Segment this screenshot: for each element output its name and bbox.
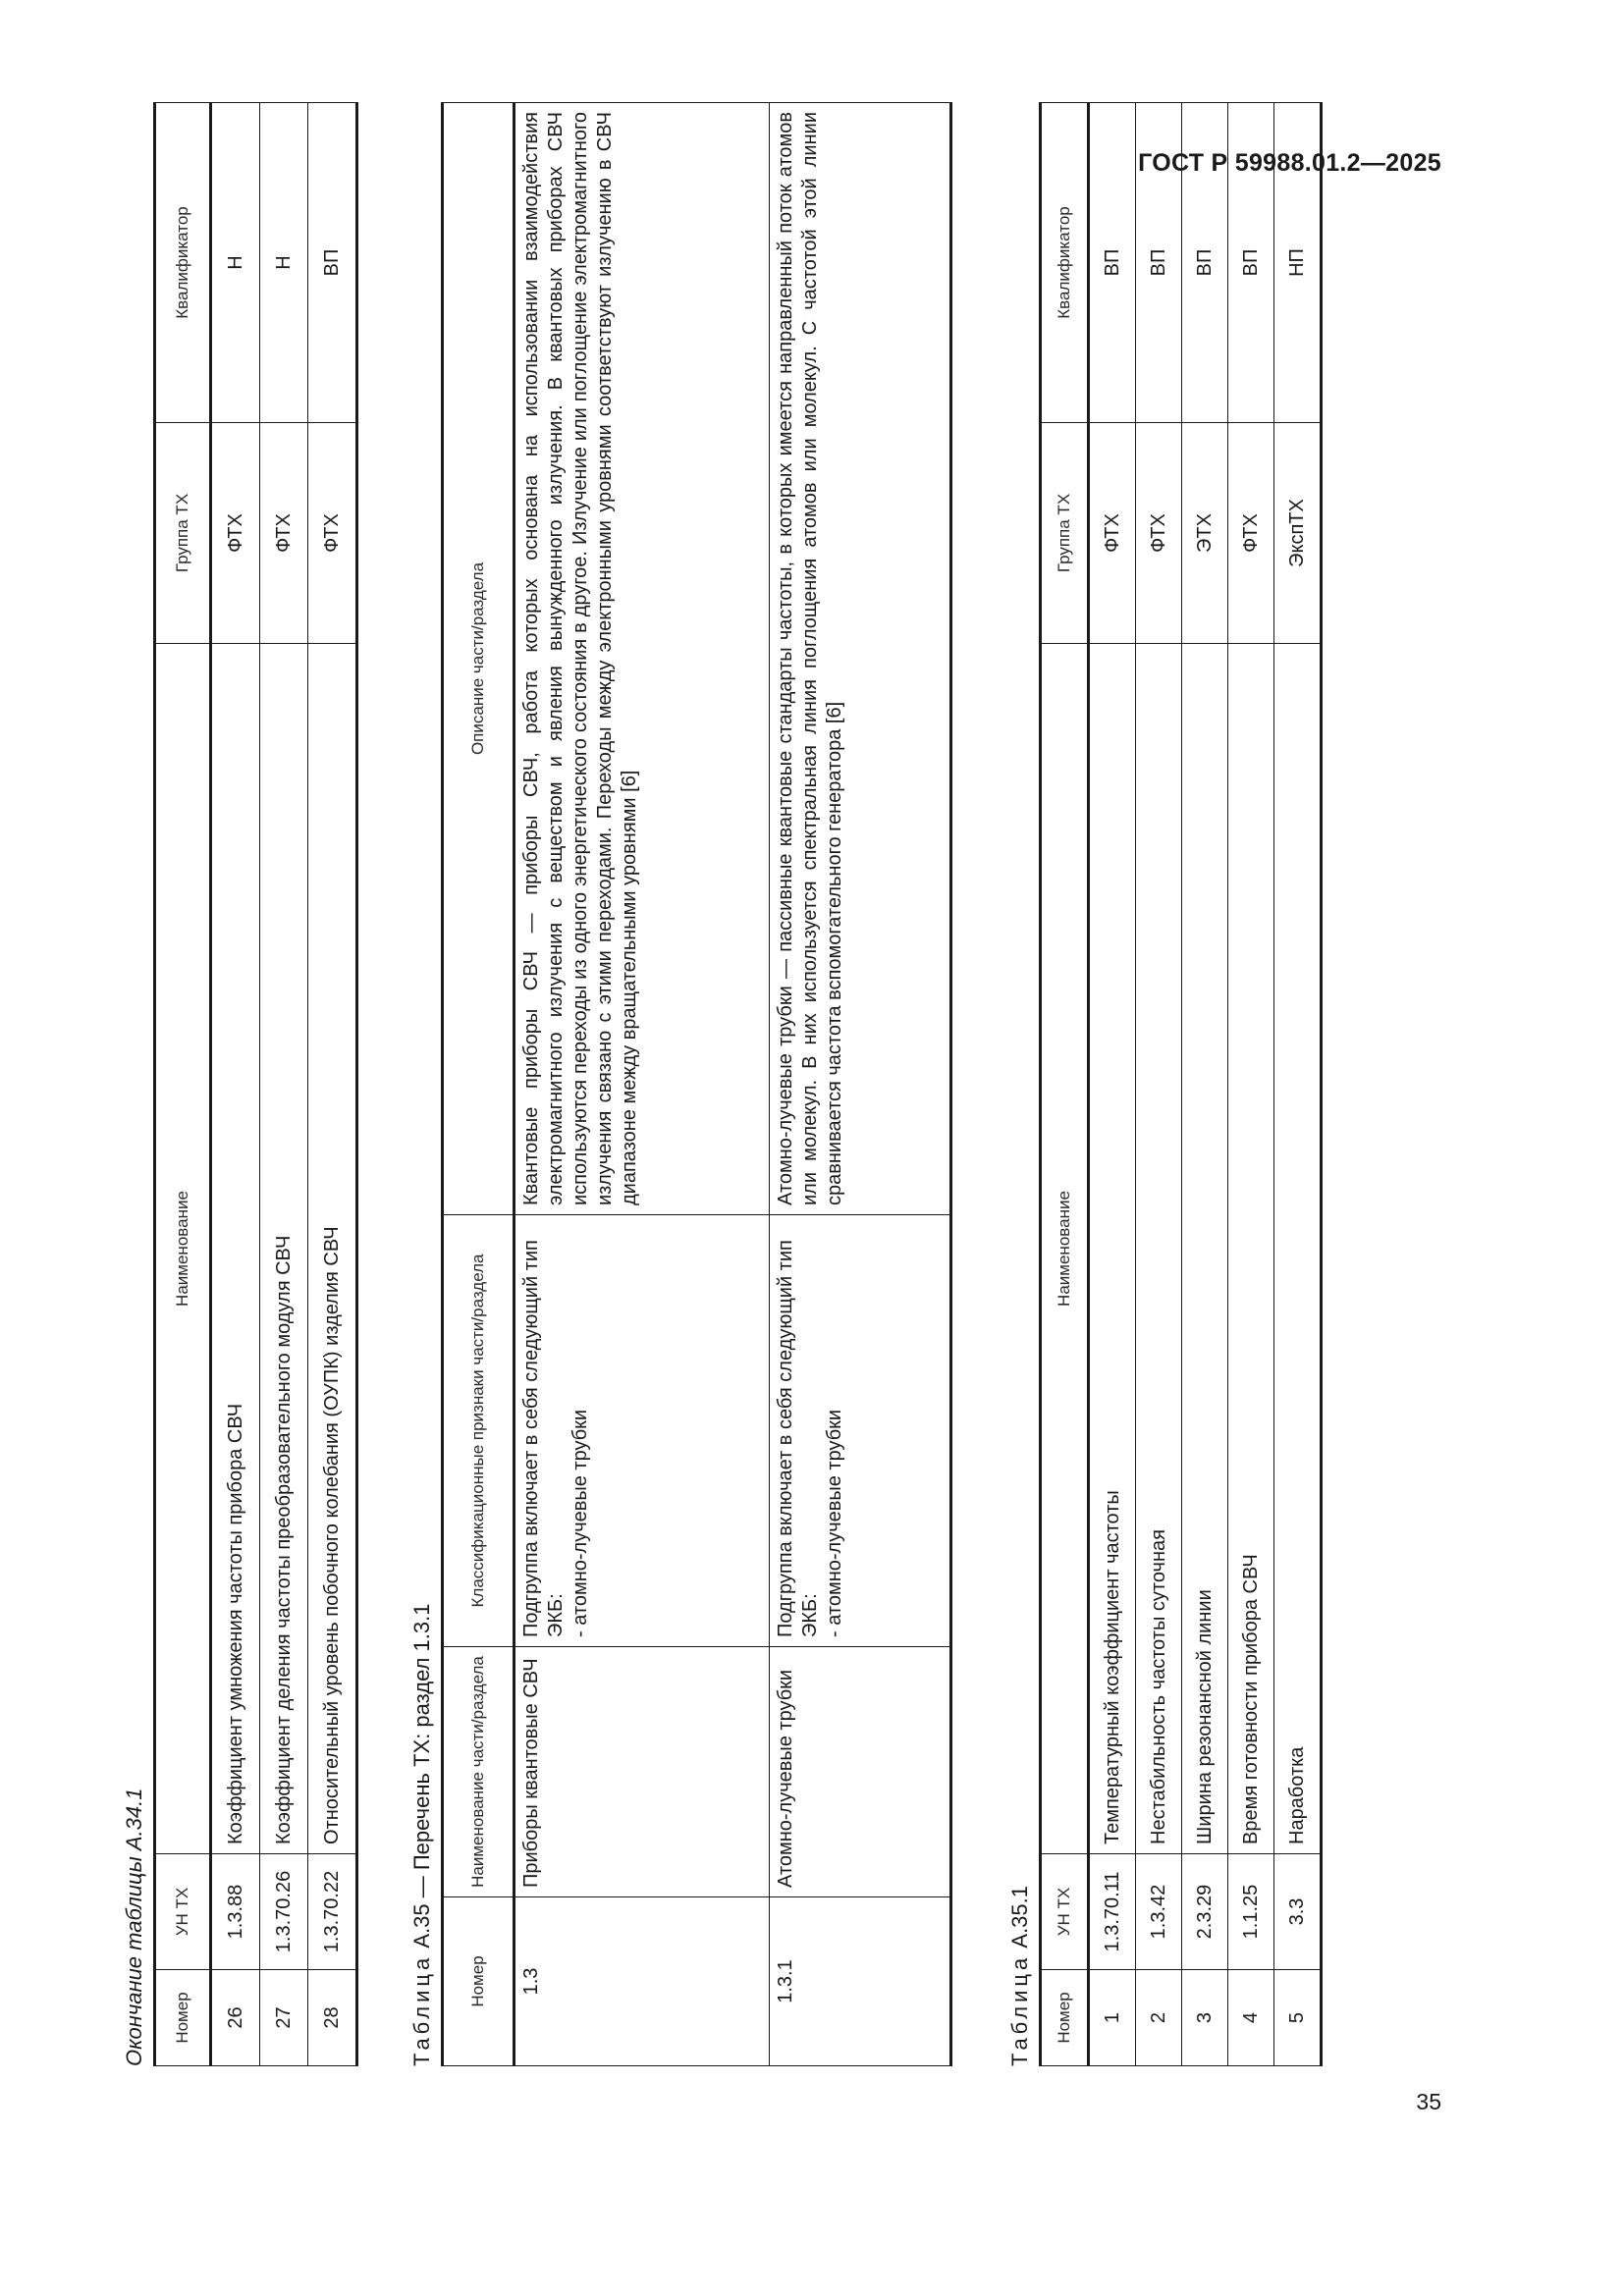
un-tx-cell: 1.3.70.22 [308,1854,357,1970]
table-row [1274,103,1322,2066]
group-cell: ФТХ [1228,423,1274,644]
un-tx-cell: 1.3.70.11 [1089,1854,1136,1970]
name-cell: Температурный коэффициент частоты [1089,644,1136,1854]
name-cell: Ширина резонансной линии [1182,644,1228,1854]
column-header: Наименование [1041,644,1089,1854]
row-number: 3 [1182,1970,1228,2066]
table-a34-1-caption: Окончание таблицы А.34.1 [122,1788,146,2066]
un-tx-cell: 1.1.25 [1228,1854,1274,1970]
section-name-cell: Атомно-лучевые трубки [770,1647,951,1897]
un-tx-cell: 1.3.42 [1136,1854,1182,1970]
caption-text: А.35 — Перечень ТХ: раздел 1.3.1 [409,1603,434,1949]
row-number: 26 [211,1970,260,2066]
row-number: 4 [1228,1970,1274,2066]
name-cell: Коэффициент деления частоты преобразовательного модуля СВЧ [260,644,308,1854]
features-cell [514,1215,770,1647]
qualifier-cell: ВП [1136,103,1182,423]
table-row [211,103,260,2066]
column-header: Группа ТХ [155,423,211,644]
description-cell: Атомно-лучевые трубки — пассивные квантовые стандарты частоты, в которых имеется направленный поток атомов или молекул. В них используется спектральная линия поглощения атомов или молекул. С частотой этой линии сравнивается частота вспомогательного генератора [6] [770,103,951,1215]
table-row [1136,103,1182,2066]
column-header: Классификационные признаки части/раздела [443,1215,514,1647]
table-a35 [441,102,952,2066]
row-number: 2 [1136,1970,1182,2066]
table-row [1089,103,1136,2066]
name-cell: Время готовности прибора СВЧ [1228,644,1274,1854]
description-cell: Квантовые приборы СВЧ — приборы СВЧ, работа которых основана на использовании взаимодействия электромагнитного излучения с веществом и явления вынужденного излучения. В квантовых приборах СВЧ используются переходы из одного энергетического состояния в другое. Излучение или поглощение электромагнитного излучения связано с этими переходами. Переходы между электронными уровнями соответствуют излучению в СВЧ диапазоне между вращательными уровнями [6] [514,103,770,1215]
column-header: Номер [443,1897,514,2066]
row-number: 1.3.1 [770,1897,951,2066]
name-cell: Наработка [1274,644,1322,1854]
qualifier-cell: Н [260,103,308,423]
qualifier-cell: ВП [1089,103,1136,423]
caption-prefix: Таблица [409,1953,434,2066]
row-number: 1.3 [514,1897,770,2066]
rotated-content [116,103,1490,2066]
qualifier-cell: ВП [1228,103,1274,423]
section-name-cell: Приборы квантовые СВЧ [514,1647,770,1897]
qualifier-cell: Н [211,103,260,423]
group-cell: ФТХ [1089,423,1136,644]
row-number: 5 [1274,1970,1322,2066]
name-cell: Коэффициент умножения частоты прибора СВЧ [211,644,260,1854]
group-cell: ЭкспТХ [1274,423,1322,644]
column-header: УН ТХ [155,1854,211,1970]
caption-prefix: Таблица [1007,1953,1032,2066]
column-header: Наименование части/раздела [443,1647,514,1897]
name-cell: Относительный уровень побочного колебания (ОУПК) изделия СВЧ [308,644,357,1854]
qualifier-cell: ВП [1182,103,1228,423]
group-cell: ФТХ [260,423,308,644]
group-cell: ФТХ [308,423,357,644]
qualifier-cell: НП [1274,103,1322,423]
table-row [1228,103,1274,2066]
features-item: - атомно-лучевые трубки [569,1409,591,1637]
table-a35-1-caption [1001,103,1039,2066]
group-cell: ФТХ [1136,423,1182,644]
features-text: Подгруппа включает в себя следующий тип ЭКБ: [520,1240,567,1637]
document-header: ГОСТ Р 59988.01.2—2025 [1138,149,1441,177]
name-cell: Нестабильность частоты суточная [1136,644,1182,1854]
column-header: Номер [1041,1970,1089,2066]
column-header: Описание части/раздела [443,103,514,1215]
un-tx-cell: 2.3.29 [1182,1854,1228,1970]
un-tx-cell: 1.3.70.26 [260,1854,308,1970]
group-cell: ФТХ [211,423,260,644]
features-item: - атомно-лучевые трубки [824,1409,845,1637]
row-number: 1 [1089,1970,1136,2066]
table-row [308,103,357,2066]
un-tx-cell: 1.3.88 [211,1854,260,1970]
features-text: Подгруппа включает в себя следующий тип ЭКБ: [775,1240,821,1637]
column-header: Квалификатор [1041,103,1089,423]
column-header: Наименование [155,644,211,1854]
features-cell [770,1215,951,1647]
table-a35-caption [404,103,441,2066]
column-header: УН ТХ [1041,1854,1089,1970]
caption-text: А.35.1 [1007,1886,1032,1949]
row-number: 28 [308,1970,357,2066]
column-header: Квалификатор [155,103,211,423]
table-row [770,103,951,2066]
table-a35-1 [1039,102,1323,2066]
table-a34-1 [153,102,358,2066]
table-row [514,103,770,2066]
column-header: Номер [155,1970,211,2066]
column-header: Группа ТХ [1041,423,1089,644]
table-row [1182,103,1228,2066]
page-number: 35 [1416,2089,1441,2114]
group-cell: ЭТХ [1182,423,1228,644]
table-row [260,103,308,2066]
qualifier-cell: ВП [308,103,357,423]
row-number: 27 [260,1970,308,2066]
un-tx-cell: 3.3 [1274,1854,1322,1970]
